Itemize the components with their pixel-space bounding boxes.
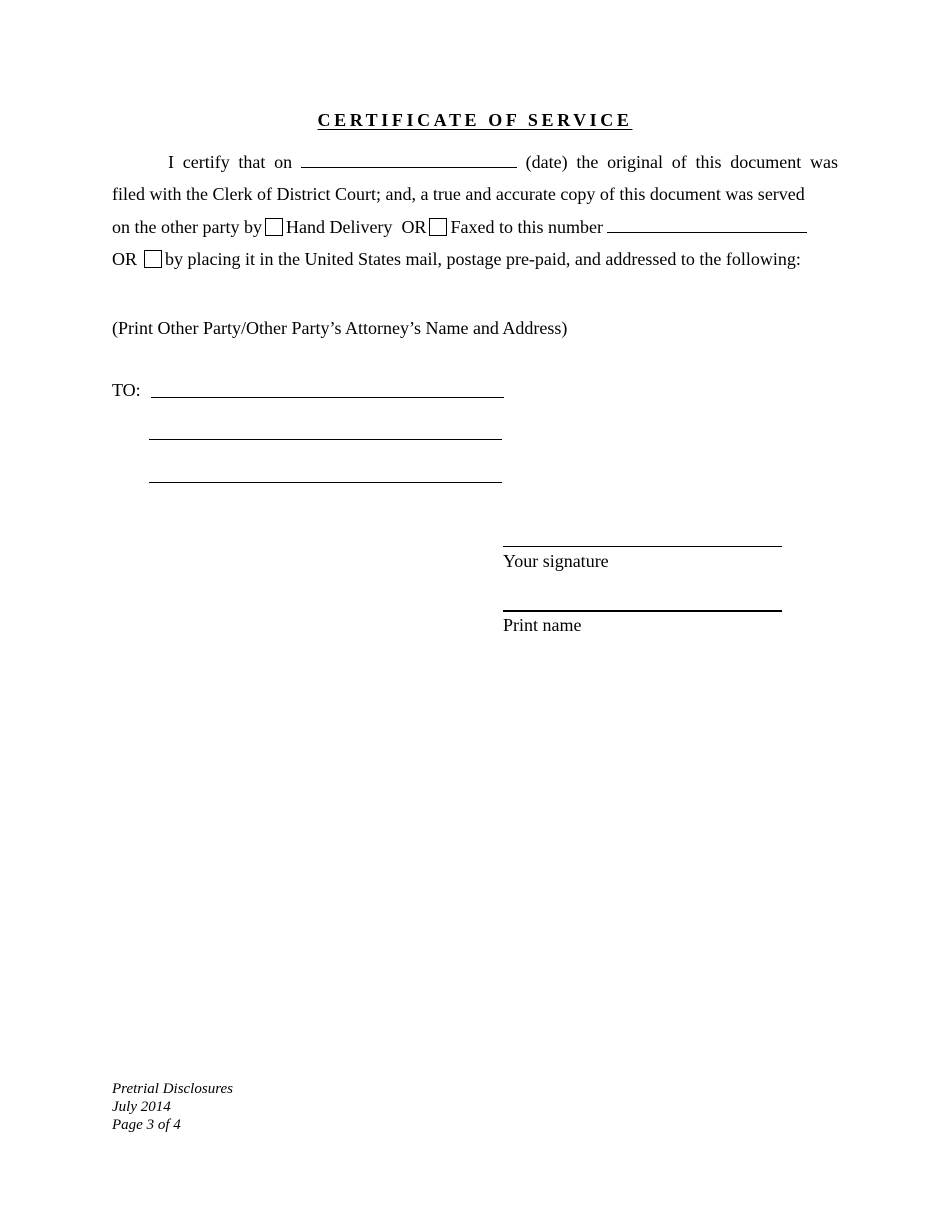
faxed-checkbox[interactable] (429, 218, 447, 236)
mail-checkbox[interactable] (144, 250, 162, 268)
service-intro-text: on the other party by (112, 217, 262, 237)
date-label: (date) (525, 152, 568, 172)
certify-word: document (730, 152, 802, 172)
to-label: TO: (112, 380, 141, 400)
recipient-instruction: (Print Other Party/Other Party’s Attorney’s Name and Address) (112, 318, 568, 338)
certify-line-1 (112, 150, 838, 174)
address-line-2[interactable] (149, 439, 502, 440)
certify-word: was (810, 152, 838, 172)
address-line-1[interactable] (151, 397, 504, 398)
certify-word: the (576, 152, 599, 172)
date-blank-field[interactable] (301, 153, 517, 168)
hand-delivery-label: Hand Delivery (285, 217, 393, 237)
certify-word: this (695, 152, 722, 172)
footer-page-number: Page 3 of 4 (112, 1117, 181, 1133)
print-name-label: Print name (503, 615, 582, 635)
hand-delivery-checkbox[interactable] (265, 218, 283, 236)
certify-line-3 (112, 215, 807, 239)
page-title: CERTIFICATE OF SERVICE (317, 110, 633, 130)
certify-intro-text: I certify that on (168, 152, 293, 172)
signature-label: Your signature (503, 551, 609, 571)
signature-line[interactable] (503, 546, 782, 547)
footer-date: July 2014 (112, 1099, 171, 1115)
certify-word: original (607, 152, 664, 172)
certify-line-4 (112, 247, 801, 271)
mail-label: by placing it in the United States mail, postage pre-paid, and addressed to the following: (165, 249, 801, 269)
fax-number-blank-field[interactable] (607, 218, 807, 233)
or-label: OR (401, 217, 427, 237)
certify-line-2: filed with the Clerk of District Court; and, a true and accurate copy of this document was served (112, 184, 805, 204)
or-label: OR (112, 249, 138, 269)
certify-word: of (671, 152, 687, 172)
print-name-line[interactable] (503, 610, 782, 612)
footer-form-name: Pretrial Disclosures (112, 1081, 233, 1097)
faxed-label: Faxed to this number (450, 217, 603, 237)
page-footer (112, 1080, 233, 1134)
address-line-3[interactable] (149, 482, 502, 483)
